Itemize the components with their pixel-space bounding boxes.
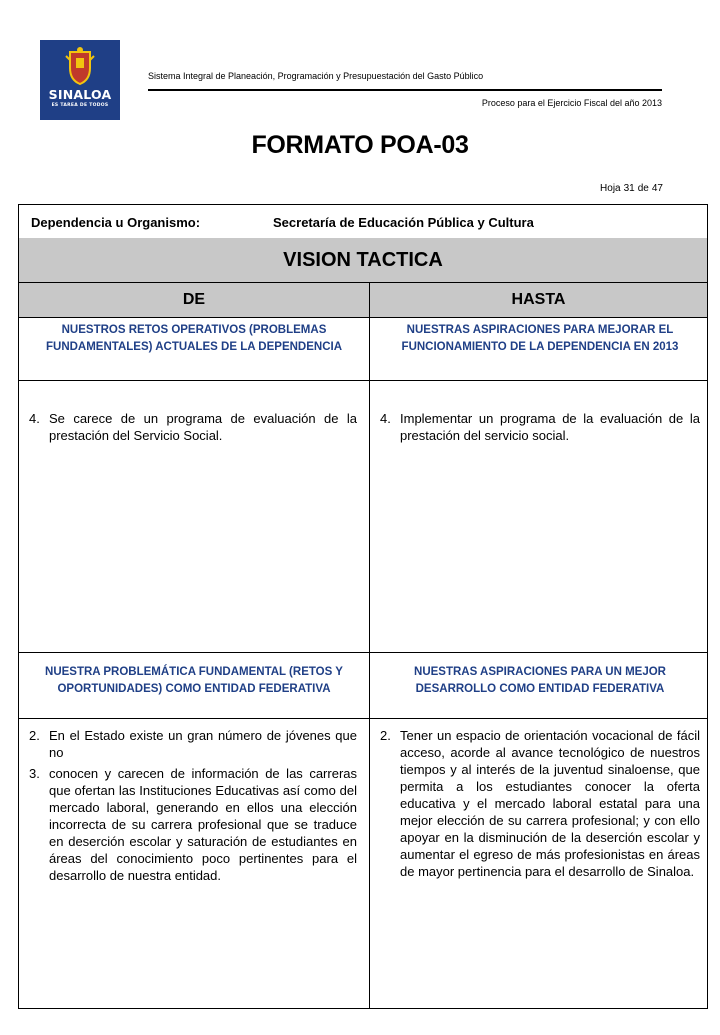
item-number: 2. (29, 728, 40, 743)
vision-table (18, 204, 708, 1009)
item-text: Tener un espacio de orientación vocacional de fácil acceso, acorde al avance tecnológico de nuestros tiempos y al interés de la juventud sinaloense, que permita a los estudiantes conocer la oferta educativa y el mercado laboral estatal para una mejor elección de su carrera profesional; y con ello apoyar en la disminución de la deserción escolar y aumentar el egreso de más profesionistas en áreas de mayor pertinencia para el desarrollo de Sinaloa. (400, 728, 700, 879)
header-divider (148, 89, 662, 91)
item-text: En el Estado existe un gran número de jóvenes que no (49, 728, 357, 760)
item-text: conocen y carecen de información de las carreras que ofertan las Instituciones Educativas así como del mercado laboral, generando en ellos una elección incorrecta de su carrera profesional que se traduce en deserción escolar y saturación de estudiantes en áreas del conocimiento poco pertinentes para el desarrollo de nuestra entidad. (49, 766, 357, 883)
page-label: Hoja (600, 183, 621, 194)
column-header-row (19, 283, 707, 318)
dependency-label: Dependencia u Organismo: (31, 215, 201, 230)
page-counter (560, 183, 663, 194)
item-text: Se carece de un programa de evaluación de la prestación del Servicio Social. (49, 411, 357, 443)
dependency-value: Secretaría de Educación Pública y Cultura (273, 215, 534, 230)
item-text: Implementar un programa de la evaluación de la prestación del servicio social. (400, 411, 700, 443)
block1-right-header: NUESTRAS ASPIRACIONES PARA MEJORAR EL FUNCIONAMIENTO DE LA DEPENDENCIA EN 2013 (401, 324, 679, 353)
item-number: 4. (380, 411, 391, 426)
coat-of-arms-icon (64, 46, 96, 86)
logo-name: SINALOA (48, 87, 112, 102)
process-title: Proceso para el Ejercicio Fiscal del año 2013 (481, 98, 662, 108)
item-number: 3. (29, 766, 40, 781)
block2-right-item (380, 727, 700, 880)
block2-left-item (29, 727, 357, 761)
column-header-hasta: HASTA (511, 291, 566, 308)
block2-left-item (29, 765, 357, 884)
logo-tagline: ES TAREA DE TODOS (51, 103, 109, 108)
sinaloa-logo (40, 40, 120, 120)
page-total: 47 (651, 183, 663, 194)
block2-header-divider (19, 718, 707, 719)
section-title: VISION TACTICA (19, 238, 707, 283)
block1-header-divider (19, 380, 707, 381)
block2-left-header: NUESTRA PROBLEMÁTICA FUNDAMENTAL (RETOS Y OPORTUNIDADES) COMO ENTIDAD FEDERATIVA (45, 666, 343, 695)
column-divider (369, 283, 370, 1008)
page-of: de (637, 183, 649, 194)
page-number: 31 (623, 183, 635, 194)
block2-right-header: NUESTRAS ASPIRACIONES PARA UN MEJOR DESARROLLO COMO ENTIDAD FEDERATIVA (414, 666, 666, 695)
page-title: FORMATO POA-03 (251, 131, 469, 159)
dependency-row (19, 205, 707, 239)
block1-left-header: NUESTROS RETOS OPERATIVOS (PROBLEMAS FUNDAMENTALES) ACTUALES DE LA DEPENDENCIA (45, 324, 343, 353)
column-header-de: DE (182, 291, 206, 308)
block1-bottom-divider (19, 652, 707, 653)
item-number: 4. (29, 411, 40, 426)
item-number: 2. (380, 728, 391, 743)
block1-right-item (380, 410, 700, 444)
block1-left-item (29, 410, 357, 444)
system-title: Sistema Integral de Planeación, Programación y Presupuestación del Gasto Público (148, 71, 484, 81)
